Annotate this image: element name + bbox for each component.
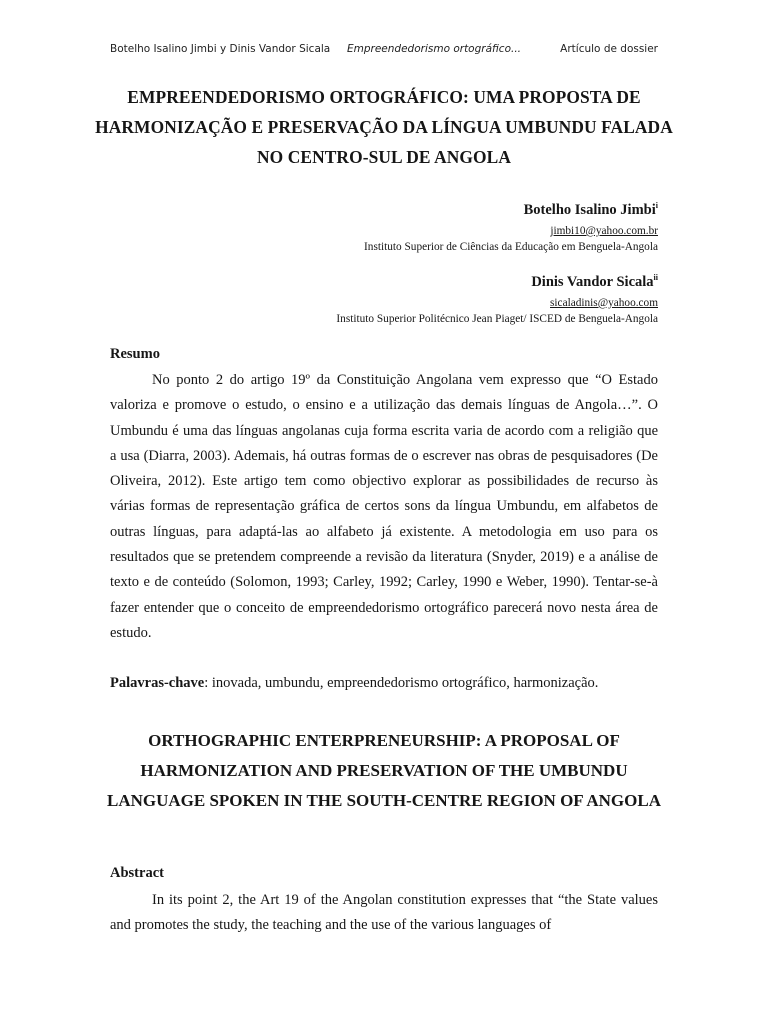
keywords-label: Palavras-chave <box>110 675 205 691</box>
author-note-marker: ii <box>653 273 658 282</box>
resumo-heading: Resumo <box>110 346 160 362</box>
paper-title-english: ORTHOGRAPHIC ENTERPRENEURSHIP: A PROPOSAL OF HARMONIZATION AND PRESERVATION OF THE UMBUNDU LANGUAGE SPOKEN IN THE SOUTH-CENTRE REGION OF ANGOLA <box>106 731 661 810</box>
running-header <box>110 40 658 60</box>
header-article-type: Artículo de dossier <box>560 43 658 55</box>
author-email-link[interactable]: sicaladinis@yahoo.com <box>550 296 658 309</box>
author-institution: Instituto Superior Politécnico Jean Piaget/ ISCED de Benguela-Angola <box>336 312 658 325</box>
resumo-paragraph: No ponto 2 do artigo 19º da Constituição Angolana vem expresso que “O Estado valoriza e promove o estudo, o ensino e a utilização das demais línguas de Angola…”. O Umbundu é uma das línguas angolanas cuja forma escrita varia de acordo com a religião que a usa (Diarra, 2003). Ademais, há outras formas de o escrever nas obras de pesquisadores (De Oliveira, 2012). Este artigo tem como objectivo explorar as possibilidades de recurso às várias formas de representação gráfica de certos sons da língua Umbundu, em alfabetos de outras línguas, para adaptá-las ao alfabeto já existente. A metodologia em uso para os resultados que se pretendem compreende a revisão da literatura (Snyder, 2019) e a análise de texto e de conteúdo (Solomon, 1993; Carley, 1992; Carley, 1990 e Weber, 1990). Tentar-se-à fazer entender que o conceito de empreendedorismo ortográfico parecerá novo nesta área de estudo. <box>110 372 658 641</box>
keywords-line <box>110 673 658 693</box>
header-short-title: Empreendedorismo ortográfico... <box>347 43 522 55</box>
author-name: Botelho Isalino Jimbi$^i$ <box>523 201 658 218</box>
author-block-2 <box>98 269 658 328</box>
author-email-link[interactable]: jimbi10@yahoo.com.br <box>550 224 658 237</box>
author-note-marker: i <box>655 201 658 210</box>
abstract-heading: Abstract <box>110 865 164 881</box>
keywords-text: : inovada, umbundu, empreendedorismo ortográfico, harmonização. <box>204 675 599 691</box>
paper-title-portuguese: EMPREENDEDORISMO ORTOGRÁFICO: UMA PROPOSTA DE HARMONIZAÇÃO E PRESERVAÇÃO DA LÍNGUA UMBUNDU FALADA NO CENTRO-SUL DE ANGOLA <box>95 87 673 167</box>
header-authors: Botelho Isalino Jimbi y Dinis Vandor Sicala <box>110 43 331 55</box>
author-block-1 <box>98 197 658 256</box>
author-name: Dinis Vandor Sicala$^{ii}$ <box>531 273 658 290</box>
abstract-paragraph: In its point 2, the Art 19 of the Angolan constitution expresses that “the State values and promotes the study, the teaching and the use of the various languages of <box>110 892 658 934</box>
author-institution: Instituto Superior de Ciências da Educação em Benguela-Angola <box>364 240 658 253</box>
